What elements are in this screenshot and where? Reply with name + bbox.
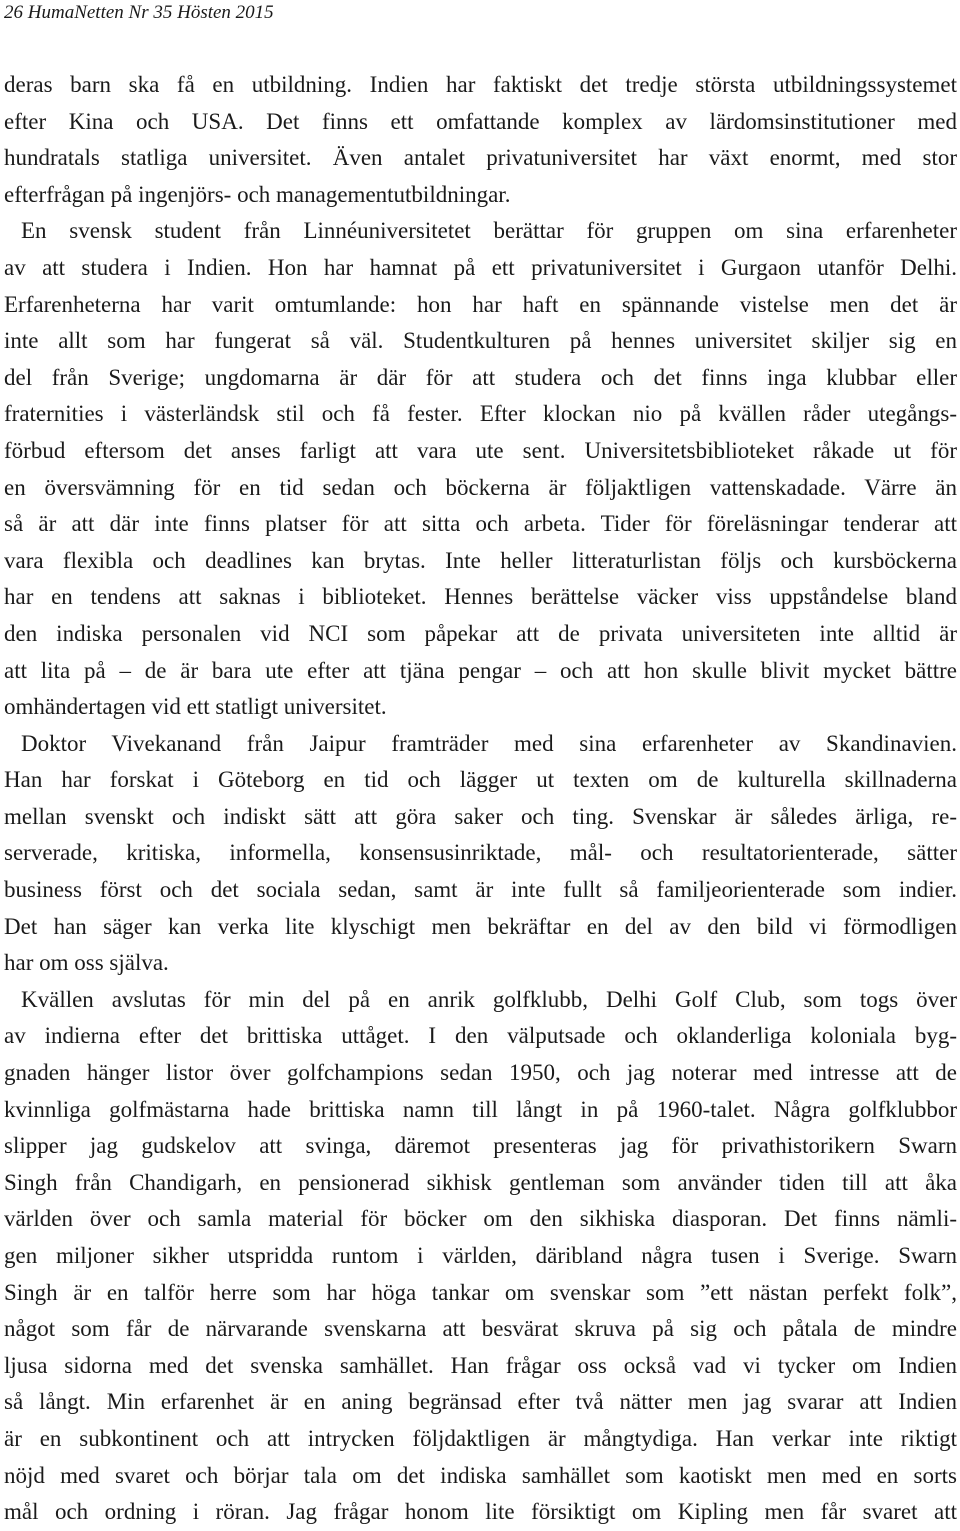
text-line: Doktor Vivekanand från Jaipur framträder med sina erfarenheter av Skandinavien. bbox=[21, 730, 957, 756]
text-line: är en subkontinent och att intrycken följdaktligen är mångtydiga. Han verkar inte riktigt bbox=[4, 1425, 957, 1451]
text-line: världen över och samla material för böcker om den sikhiska diasporan. Det finns nämli- bbox=[4, 1206, 957, 1232]
text-line: kvinnliga golfmästarna hade brittiska namn till långt in på 1960-talet. Några golfklubbor bbox=[4, 1096, 957, 1122]
text-line: vara flexibla och deadlines kan brytas. Inte heller litteraturlistan följs och kursböckerna bbox=[4, 547, 957, 573]
text-line: Singh är en talför herre som har höga tankar om svenskar som ”ett nästan perfekt folk”, bbox=[4, 1279, 957, 1305]
text-line: omhändertagen vid ett statligt universitet. bbox=[4, 694, 387, 720]
article-body bbox=[4, 67, 957, 1531]
text-line: ljusa sidorna med det svenska samhället. Han frågar oss också vad vi tycker om Indien bbox=[4, 1352, 957, 1378]
text-line: En svensk student från Linnéuniversitetet berättar för gruppen om sina erfarenheter bbox=[21, 218, 957, 244]
text-line: av indierna efter det brittiska uttåget. I den välputsade och oklanderliga koloniala byg- bbox=[4, 1023, 957, 1049]
text-line: nöjd med svaret och börjar tala om det indiska samhället som kaotiskt men med en sorts bbox=[4, 1462, 957, 1488]
text-line: serverade, kritiska, informella, konsensusinriktade, mål- och resultatorienterade, sätter bbox=[4, 840, 957, 866]
text-line: att lita på – de är bara ute efter att tjäna pengar – och att hon skulle blivit mycket bättre bbox=[4, 657, 957, 683]
text-line: deras barn ska få en utbildning. Indien har faktiskt det tredje största utbildningssystemet bbox=[4, 72, 957, 97]
text-line: förbud eftersom det anses farligt att vara ute sent. Universitetsbiblioteket råkade ut för bbox=[4, 437, 957, 463]
text-line: har en tendens att saknas i biblioteket. Hennes berättelse väcker viss uppståndelse bland bbox=[4, 584, 957, 610]
text-line: hundratals statliga universitet. Även antalet privatuniversitet har växt enormt, med stor bbox=[4, 145, 957, 171]
text-line: gen miljoner sikher utspridda runtom i världen, däribland några tusen i Sverige. Swarn bbox=[4, 1243, 957, 1268]
text-line: inte allt som har fungerat så väl. Studentkulturen på hennes universitet skiljer sig en bbox=[4, 328, 957, 354]
running-head: 26 HumaNetten Nr 35 Hösten 2015 bbox=[4, 2, 274, 23]
text-line: Det han säger kan verka lite klyschigt men bekräftar en del av den bild vi förmodligen bbox=[4, 913, 957, 939]
text-line: av att studera i Indien. Hon har hamnat på ett privatuniversitet i Gurgaon utanför Delhi. bbox=[4, 254, 957, 280]
text-line: Han har forskat i Göteborg en tid och lägger ut texten om de kulturella skillnaderna bbox=[4, 767, 957, 793]
text-line: något som får de närvarande svenskarna att besvärat skruva på sig och påtala de mindre bbox=[4, 1316, 957, 1342]
text-line: efterfrågan på ingenjörs- och managementutbildningar. bbox=[4, 181, 511, 207]
text-line: så är att där inte finns platser för att sitta och arbeta. Tider för föreläsningar tenderar att bbox=[4, 511, 957, 537]
text-line: del från Sverige; ungdomarna är där för att studera och det finns inga klubbar eller bbox=[4, 364, 957, 390]
text-line: Kvällen avslutas för min del på en anrik golfklubb, Delhi Golf Club, som togs över bbox=[21, 986, 957, 1012]
text-line: fraternities i västerländsk stil och få fester. Efter klockan nio på kvällen råder utegångs- bbox=[4, 401, 957, 427]
text-line: gnaden hänger listor över golfchampions sedan 1950, och jag noterar med intresse att de bbox=[4, 1060, 957, 1086]
text-line: slipper jag gudskelov att svinga, däremot presenteras jag för privathistorikern Swarn bbox=[4, 1133, 957, 1159]
text-line: mål och ordning i röran. Jag frågar honom lite försiktigt om Kipling men får svaret att bbox=[4, 1499, 957, 1525]
text-line: efter Kina och USA. Det finns ett omfattande komplex av lärdomsinstitutioner med bbox=[4, 108, 957, 134]
text-line: har om oss själva. bbox=[4, 950, 169, 976]
text-line: Erfarenheterna har varit omtumlande: hon har haft en spännande vistelse men det är bbox=[4, 291, 957, 317]
text-line: en översvämning för en tid sedan och böckerna är följaktligen vattenskadade. Värre än bbox=[4, 474, 957, 500]
text-line: den indiska personalen vid NCI som påpekar att de privata universiteten inte alltid är bbox=[4, 620, 957, 646]
text-line: business först och det sociala sedan, samt är inte fullt så familjeorienterade som indier. bbox=[4, 877, 957, 903]
text-line: mellan svenskt och indiskt sätt att göra saker och ting. Svenskar är således ärliga, re- bbox=[4, 803, 957, 829]
text-line: Singh från Chandigarh, en pensionerad sikhisk gentleman som använder tiden till att åka bbox=[4, 1169, 957, 1195]
text-line: så långt. Min erfarenhet är en aning begränsad efter två nätter men jag svarar att Indien bbox=[4, 1389, 957, 1415]
